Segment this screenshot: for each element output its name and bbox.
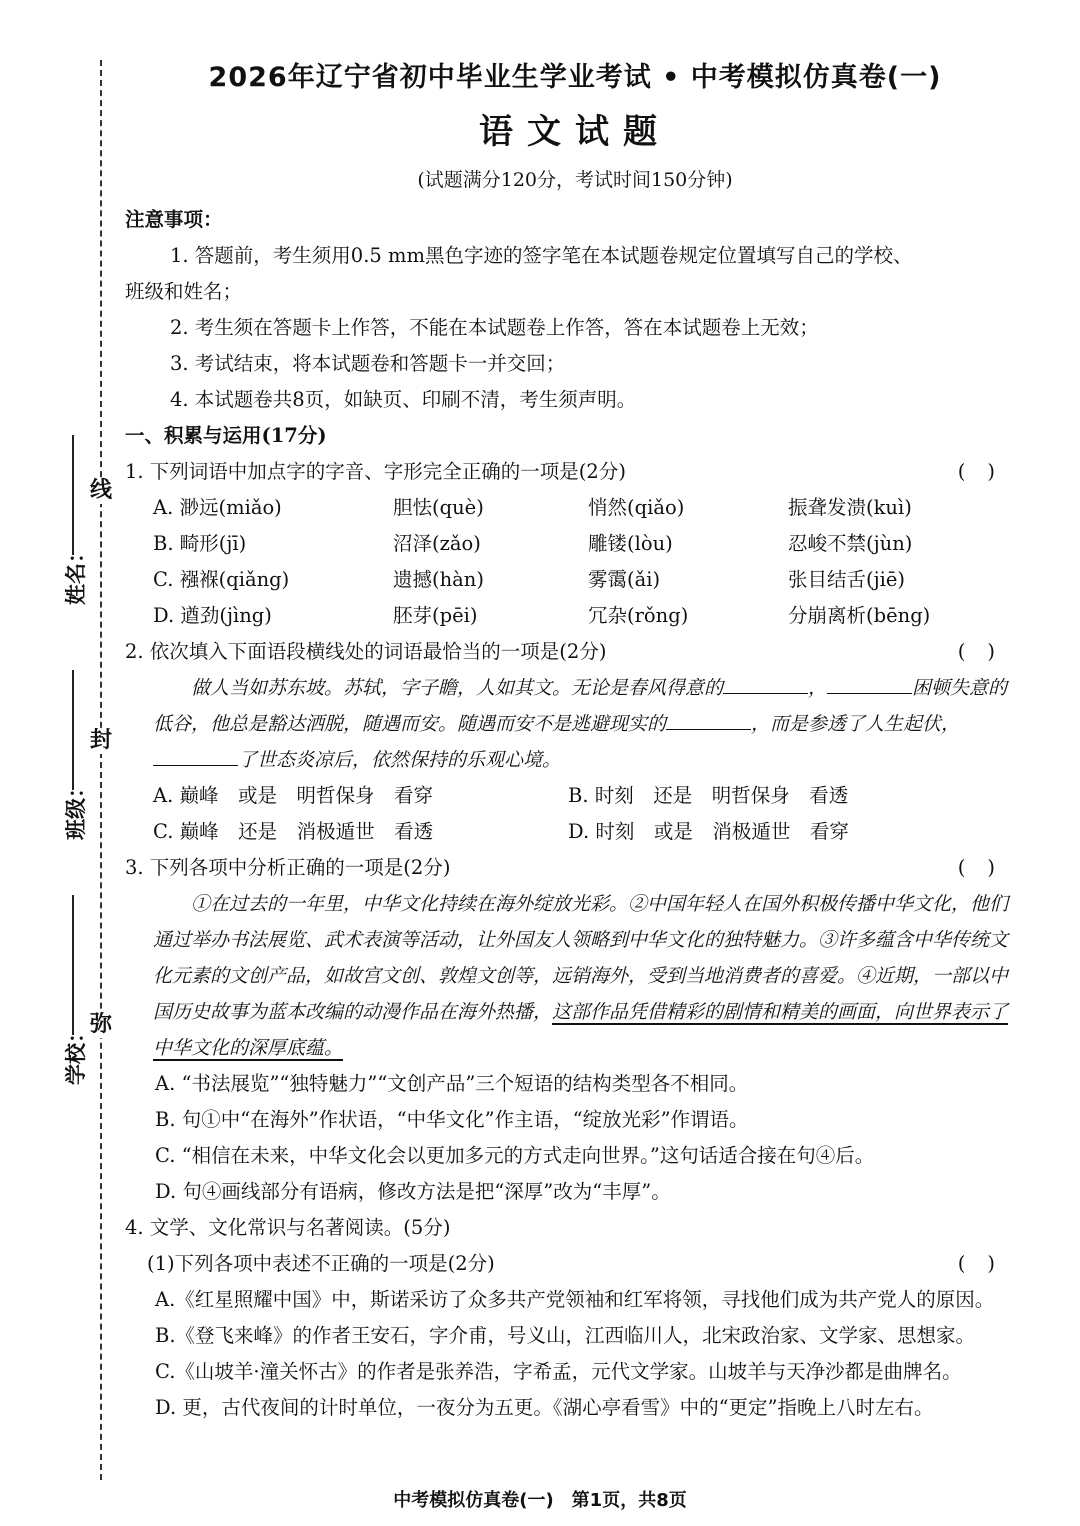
option-b[interactable]: B. 畸形(jī) — [153, 532, 247, 555]
option-d[interactable]: D. 遒劲(jìng) — [153, 604, 272, 627]
answer-paren[interactable]: () — [957, 1252, 1017, 1275]
notice-item: 3. 考试结束，将本试题卷和答题卡一并交回； — [170, 352, 566, 375]
fill-blank[interactable] — [153, 745, 238, 766]
option-row — [125, 598, 1025, 634]
notice-heading: 注意事项： — [125, 208, 223, 231]
option-c[interactable]: C. 襁褓(qiǎng) — [153, 568, 290, 591]
class-field[interactable] — [60, 777, 90, 840]
question-stem: 2. 依次填入下面语段横线处的词语最恰当的一项是(2分) — [125, 640, 607, 663]
answer-paren[interactable]: () — [957, 460, 1017, 483]
option-c[interactable]: C.《山坡羊·潼关怀古》的作者是张养浩，字希孟，元代文学家。山坡羊与天净沙都是曲牌名。 — [155, 1360, 962, 1383]
fill-blank[interactable] — [666, 709, 751, 730]
question-stem: 3. 下列各项中分析正确的一项是(2分) — [125, 856, 451, 879]
option-cell: 张目结舌(jiē) — [788, 568, 906, 591]
option-cell: 冗杂(rǒng) — [588, 604, 689, 627]
question-2 — [125, 634, 1025, 850]
binding-margin — [0, 0, 120, 1526]
option-row — [125, 814, 1025, 850]
underlined-sentence: 这部作品凭借精彩的剧情和精美的画面，向世界表示了中华文化的深厚底蕴。 — [153, 1001, 1009, 1059]
binding-char-mi: 弥 — [89, 1012, 112, 1037]
notice-item: 班级和姓名； — [125, 280, 243, 303]
question-stem: 1. 下列词语中加点字的字音、字形完全正确的一项是(2分) — [125, 460, 626, 483]
exam-page — [125, 55, 1025, 1426]
option-d[interactable]: D. 句④画线部分有语病，修改方法是把“深厚”改为“丰厚”。 — [155, 1180, 671, 1203]
answer-paren[interactable]: () — [957, 640, 1017, 663]
option-cell: 雕镂(lòu) — [588, 532, 673, 555]
option-row — [125, 526, 1025, 562]
exam-title: 2026年辽宁省初中毕业生学业考试 • 中考模拟仿真卷(一) — [208, 62, 942, 93]
option-b[interactable]: B.《登飞来峰》的作者王安石，字介甫，号义山，江西临川人，北宋政治家、文学家、思想家。 — [155, 1324, 976, 1347]
option-a[interactable]: A. 巅峰 或是 明哲保身 看穿 — [153, 784, 433, 807]
name-field[interactable] — [60, 542, 90, 605]
option-a[interactable]: A. “书法展览”“独特魅力”“文创产品”三个短语的结构类型各不相同。 — [155, 1072, 749, 1095]
notice-item: 2. 考生须在答题卡上作答，不能在本试题卷上作答，答在本试题卷上无效； — [170, 316, 819, 339]
option-cell: 胚芽(pēi) — [393, 604, 478, 627]
option-cell: 沼泽(zǎo) — [393, 532, 481, 555]
option-cell: 雾霭(ǎi) — [588, 568, 661, 591]
option-a[interactable]: A. 渺远(miǎo) — [153, 496, 282, 519]
option-cell: 遗撼(hàn) — [393, 568, 484, 591]
option-row — [125, 778, 1025, 814]
option-cell: 悄然(qiǎo) — [588, 496, 685, 519]
page-footer: 中考模拟仿真卷(一) 第1页，共8页 — [393, 1490, 687, 1511]
option-row — [125, 490, 1025, 526]
option-d[interactable]: D. 更，古代夜间的计时单位，一夜分为五更。《湖心亭看雪》中的“更定”指晚上八时左右。 — [155, 1396, 934, 1419]
answer-paren[interactable]: () — [957, 856, 1017, 879]
question-3 — [125, 850, 1025, 1210]
question-stem: 4. 文学、文化常识与名著阅读。(5分) — [125, 1216, 451, 1239]
option-c[interactable]: C. 巅峰 还是 消极遁世 看透 — [153, 820, 434, 843]
passage: 做人当如苏东坡。苏轼，字子瞻，人如其文。无论是春风得意的 ， 困顿失意的低谷，他总是豁达洒脱，随遇而安。随遇而安不是逃避现实的 ，而是参透了人生起伏，了世态炎凉后，依然保持的乐观心境。 — [125, 670, 1025, 778]
option-b[interactable]: B. 句①中“在海外”作状语，“中华文化”作主语，“绽放光彩”作谓语。 — [155, 1108, 749, 1131]
binding-char-xian: 线 — [89, 478, 112, 503]
option-b[interactable]: B. 时刻 还是 明哲保身 看透 — [568, 784, 849, 807]
question-4 — [125, 1210, 1025, 1426]
section-heading: 一、积累与运用(17分) — [125, 424, 327, 447]
notice-item: 4. 本试题卷共8页，如缺页、印刷不清，考生须声明。 — [170, 388, 637, 411]
cut-line — [100, 60, 102, 1480]
fill-blank[interactable] — [827, 673, 912, 694]
question-1 — [125, 454, 1025, 634]
passage: ①在过去的一年里，中华文化持续在海外绽放光彩。②中国年轻人在国外积极传播中华文化，他们通过举办书法展览、武术表演等活动，让外国友人领略到中华文化的独特魅力。③许多蕴含中华传统文化元素的文创产品，如故宫文创、敦煌文创等，远销海外，受到当地消费者的喜爱。④近期，一部以中国历史故事为蓝本改编的动漫作品在海外热播，这部作品凭借精彩的剧情和精美的画面，向世界表示了中华文化的深厚底蕴。 — [153, 893, 1009, 1059]
fill-blank[interactable] — [723, 673, 808, 694]
option-c[interactable]: C. “相信在未来，中华文化会以更加多元的方式走向世界。”这句话适合接在句④后。 — [155, 1144, 875, 1167]
binding-char-feng: 封 — [89, 728, 112, 753]
option-cell: 分崩离析(bēng) — [788, 604, 931, 627]
name-label: 姓名： — [64, 542, 88, 605]
option-cell: 忍峻不禁(jùn) — [788, 532, 913, 555]
subject-title: 语文试题 — [479, 112, 671, 152]
sub-question-stem: (1)下列各项中表述不正确的一项是(2分) — [147, 1252, 495, 1275]
school-label: 学校： — [64, 1022, 88, 1085]
option-row — [125, 562, 1025, 598]
option-d[interactable]: D. 时刻 或是 消极遁世 看穿 — [568, 820, 849, 843]
option-cell: 振聋发溃(kuì) — [788, 496, 912, 519]
option-a[interactable]: A.《红星照耀中国》中，斯诺采访了众多共产党领袖和红军将领，寻找他们成为共产党人的原因。 — [155, 1288, 995, 1311]
class-label: 班级： — [64, 777, 88, 840]
school-field[interactable] — [60, 1022, 90, 1085]
option-cell: 胆怯(què) — [393, 496, 484, 519]
exam-info: (试题满分120分，考试时间150分钟) — [417, 169, 733, 191]
notice-item: 1. 答题前，考生须用0.5 mm黑色字迹的签字笔在本试题卷规定位置填写自己的学校、 — [170, 244, 913, 267]
